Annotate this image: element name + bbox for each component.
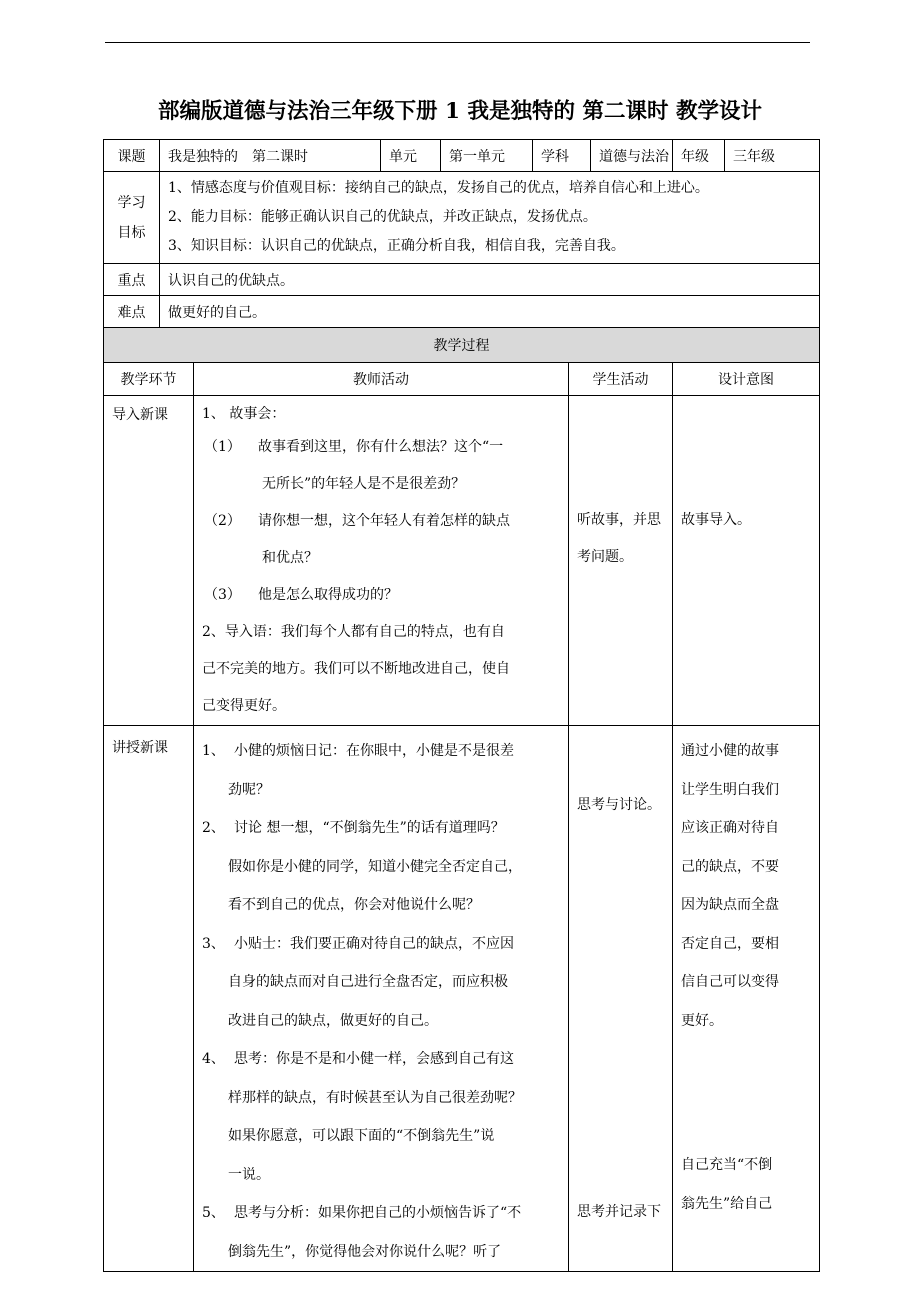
lecture-item-2-num: 2、	[202, 820, 225, 836]
col-teacher-header: 教师活动	[194, 363, 569, 396]
col-intent-header: 设计意图	[673, 363, 820, 396]
intro-q2-num: （2）	[204, 513, 241, 529]
intro-q3-text-a: 他是怎么取得成功的？	[258, 587, 398, 603]
intro-intent-cell: 故事导入。	[673, 396, 820, 726]
intro-teacher-cell	[194, 396, 569, 726]
unit-value: 第一单元	[441, 140, 533, 172]
lecture-intent-line: 己的缺点，不要	[681, 858, 779, 875]
grade-value: 三年级	[725, 140, 820, 172]
lecture-item-3-a: 小贴士：我们要正确对待自己的缺点，不应因	[234, 935, 514, 952]
intro-item-1: 1、 故事会：	[202, 406, 286, 422]
lecture-item-4-b: 样那样的缺点，有时候甚至认为自己很差劲呢？	[228, 1089, 522, 1106]
col-stage-header: 教学环节	[104, 363, 194, 396]
goal-item: 3、知识目标：认识自己的优缺点，正确分析自我，相信自我，完善自我。	[168, 238, 625, 254]
lecture-item-4-a: 思考：你是不是和小健一样，会感到自己有这	[234, 1051, 514, 1067]
lecture-intent-2	[681, 1146, 772, 1223]
lecture-item-1	[194, 732, 568, 771]
lecture-item-2-c: 看不到自己的优点，你会对他说什么呢？	[228, 897, 480, 913]
unit-label: 单元	[381, 140, 441, 172]
intro-q1-text-a: 故事看到这里，你有什么想法？这个“一	[258, 439, 504, 455]
intro-q1-num: （1）	[204, 439, 241, 455]
lecture-intent-line: 因为缺点而全盘	[681, 897, 779, 913]
lecture-item-3	[194, 925, 568, 964]
lecture-item-5-num: 5、	[202, 1205, 225, 1221]
lecture-intent-cell	[673, 726, 820, 1272]
goals-content	[160, 172, 820, 264]
intro-q2-text-a: 请你想一想，这个年轻人有着怎样的缺点	[258, 513, 510, 529]
difficulty-label: 难点	[104, 296, 160, 328]
col-student-header: 学生活动	[569, 363, 673, 396]
lecture-intent-2-line-b: 翁先生”给自己	[681, 1195, 773, 1212]
key-point-value: 认识自己的优缺点。	[160, 264, 820, 296]
lecture-item-1-num: 1、	[202, 743, 225, 759]
intro-item-2a: 2、导入语：我们每个人都有自己的特点，也有自	[202, 624, 505, 640]
intro-student-line-a: 听故事，并思	[577, 512, 661, 528]
intro-q2	[194, 503, 568, 540]
difficulty-row	[104, 296, 820, 328]
lecture-item-1-a: 小健的烦恼日记：在你眼中，小健是不是很差	[234, 743, 514, 759]
lecture-item-2-a: 讨论 想一想，“不倒翁先生”的话有道理吗？	[234, 820, 505, 836]
intro-q3	[194, 577, 568, 614]
lecture-intent-line: 通过小健的故事	[681, 743, 779, 759]
lecture-row	[104, 726, 820, 1272]
lecture-stage: 讲授新课	[104, 726, 194, 1272]
lecture-item-5-a: 思考与分析：如果你把自己的小烦恼告诉了“不	[234, 1205, 522, 1221]
lesson-plan-table	[103, 139, 820, 1272]
process-header-row	[104, 363, 820, 396]
lecture-item-4-d: 一说。	[228, 1166, 270, 1183]
grade-label: 年级	[673, 140, 725, 172]
intro-item-2c: 己变得更好。	[202, 698, 286, 714]
lecture-intent-line: 更好。	[681, 1012, 723, 1029]
lecture-student-cell	[569, 726, 673, 1272]
intro-item-2b: 己不完美的地方。我们可以不断地改进自己，使自	[202, 661, 510, 677]
intro-q1	[194, 429, 568, 466]
difficulty-value: 做更好的自己。	[160, 296, 820, 328]
subject-value: 道德与法治	[591, 140, 673, 172]
intro-stage: 导入新课	[104, 396, 194, 726]
intro-student-cell	[569, 396, 673, 726]
lecture-item-1-b: 劲呢？	[228, 781, 270, 798]
lecture-item-5-b: 倒翁先生”，你觉得他会对你说什么呢？听了	[228, 1243, 502, 1260]
subject-label: 学科	[533, 140, 591, 172]
process-banner-row	[104, 328, 820, 363]
intro-q1-text-b: 无所长”的年轻人是不是很差劲？	[262, 476, 466, 492]
lecture-item-3-num: 3、	[202, 935, 225, 952]
lecture-intent-line: 信自己可以变得	[681, 974, 779, 990]
topic-label: 课题	[104, 140, 160, 172]
goals-label-line-2: 目标	[117, 224, 146, 241]
lecture-item-4-c: 如果你愿意，可以跟下面的“不倒翁先生”说	[228, 1128, 495, 1144]
document-title: 部编版道德与法治三年级下册 1 我是独特的 第二课时 教学设计	[158, 99, 762, 124]
key-point-row	[104, 264, 820, 296]
lecture-intent-line: 让学生明白我们	[681, 781, 779, 798]
header-row	[104, 140, 820, 172]
topic-value: 我是独特的 第二课时	[160, 140, 381, 172]
lecture-item-4-num: 4、	[202, 1051, 225, 1067]
goal-item: 1、情感态度与价值观目标：接纳自己的缺点，发扬自己的优点，培养自信心和上进心。	[168, 180, 709, 196]
lecture-item-5	[194, 1194, 568, 1233]
intro-row	[104, 396, 820, 726]
lecture-intent-line: 否定自己，要相	[681, 935, 779, 952]
intro-q3-num: （3）	[204, 587, 241, 603]
lecture-item-2-b: 假如你是小健的同学，知道小健完全否定自己，	[228, 858, 522, 875]
lecture-item-2	[194, 809, 568, 848]
lecture-teacher-cell	[194, 726, 569, 1272]
goals-label	[104, 172, 160, 264]
lecture-intent-1	[681, 732, 779, 1040]
goals-row	[104, 172, 820, 264]
lecture-student-1: 思考与讨论。	[577, 797, 661, 813]
goals-label-line-1: 学习	[117, 194, 146, 211]
lecture-item-3-b: 自身的缺点而对自己进行全盘否定，而应积极	[228, 974, 508, 990]
goal-item: 2、能力目标：能够正确认识自己的优缺点，并改正缺点，发扬优点。	[168, 209, 597, 225]
intro-student-line-b: 考问题。	[577, 549, 633, 565]
lecture-intent-2-line-a: 自己充当“不倒	[681, 1157, 773, 1173]
key-point-label: 重点	[104, 264, 160, 296]
intro-q2-text-b: 和优点？	[262, 550, 318, 566]
lecture-item-4	[194, 1040, 568, 1079]
lecture-student-2: 思考并记录下	[577, 1204, 661, 1220]
lecture-item-3-c: 改进自己的缺点，做更好的自己。	[228, 1012, 438, 1029]
header-rule	[105, 42, 810, 43]
lecture-intent-line: 应该正确对待自	[681, 820, 779, 836]
process-banner: 教学过程	[104, 328, 820, 363]
